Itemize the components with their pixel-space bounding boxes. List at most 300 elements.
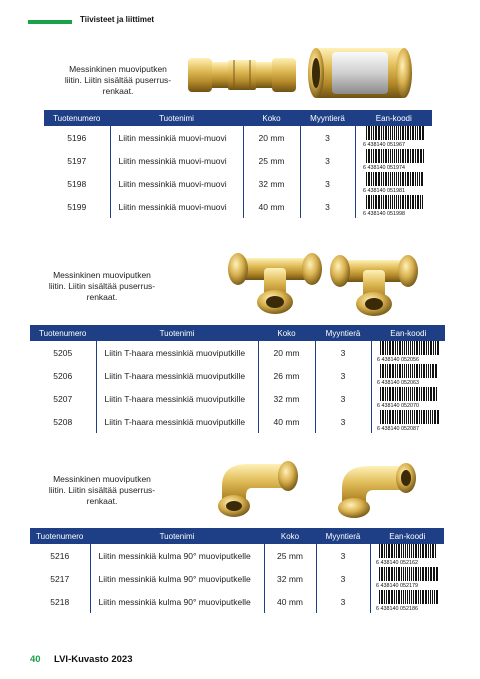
- barcode-bar: [390, 126, 391, 140]
- barcode-bar: [411, 544, 412, 558]
- barcode-bar: [419, 126, 421, 140]
- product-name: Liitin messinkiä muovi-muovi: [110, 149, 243, 172]
- barcode-bar: [430, 590, 431, 604]
- barcode-bar: [417, 195, 419, 209]
- barcode-bar: [378, 195, 380, 209]
- barcode-bar: [391, 544, 393, 558]
- barcode-bar: [404, 387, 405, 401]
- barcode-bar: [398, 567, 400, 581]
- barcode-bar: [412, 126, 414, 140]
- barcode-bar: [413, 544, 414, 558]
- column-header-ean: Ean-koodi: [355, 110, 432, 126]
- barcode-bar: [404, 341, 405, 355]
- barcode-bar: [380, 410, 381, 424]
- sales-unit: 3: [316, 590, 370, 613]
- barcode-bar: [398, 195, 399, 209]
- barcode-bar: [384, 544, 385, 558]
- barcode-bar: [420, 544, 421, 558]
- column-header-sales-unit: Myyntierä: [315, 325, 371, 341]
- product-name: Liitin T-haara messinkiä muoviputkille: [96, 387, 258, 410]
- barcode-bar: [402, 126, 404, 140]
- barcode-bar: [405, 149, 406, 163]
- barcode-bar: [417, 172, 418, 186]
- barcode-bar: [385, 172, 387, 186]
- barcode-bar: [412, 172, 414, 186]
- barcode-bar: [413, 590, 414, 604]
- barcode-bar: [412, 387, 413, 401]
- barcode-bar: [389, 410, 391, 424]
- barcode-bar: [383, 126, 384, 140]
- barcode-bar: [422, 126, 424, 140]
- product-name: Liitin T-haara messinkiä muoviputkille: [96, 410, 258, 433]
- barcode-bar: [436, 567, 438, 581]
- barcode-bar: [436, 387, 437, 401]
- ean-barcode: [375, 567, 439, 588]
- barcode-bar: [397, 341, 398, 355]
- barcode-bar: [416, 410, 418, 424]
- barcode-bar: [433, 387, 435, 401]
- product-size: 25 mm: [264, 544, 316, 567]
- ean-code-text: 6 438140 052087: [377, 426, 420, 431]
- barcode-bar: [409, 544, 410, 558]
- barcode-bar: [407, 172, 409, 186]
- barcode-bar: [385, 410, 386, 424]
- barcode-bar: [433, 341, 434, 355]
- barcode-bar: [410, 126, 411, 140]
- barcode-bar: [403, 544, 404, 558]
- barcode-bar: [402, 387, 403, 401]
- product-description: Messinkinen muoviputken liitin. Liitin sisältää puserrus- renkaat.: [64, 64, 172, 96]
- barcode-bar: [430, 410, 431, 424]
- barcode-bar: [395, 341, 396, 355]
- barcode-bar: [423, 341, 425, 355]
- product-number: 5198: [67, 178, 87, 189]
- barcode-bar: [381, 544, 383, 558]
- barcode-bar: [410, 172, 411, 186]
- barcode-bar: [400, 195, 401, 209]
- barcode-bar: [428, 567, 429, 581]
- barcode-bar: [373, 195, 374, 209]
- barcode-bar: [385, 387, 386, 401]
- barcode-bar: [407, 126, 409, 140]
- barcode-bar: [387, 364, 388, 378]
- product-number: 5196: [67, 132, 87, 143]
- barcode-bar: [418, 590, 419, 604]
- barcode-bar: [379, 567, 380, 581]
- column-header-product-name: Tuotenimi: [110, 110, 243, 126]
- barcode-bar: [405, 172, 406, 186]
- barcode-bar: [419, 387, 420, 401]
- ean-code-text: 6 438140 052063: [377, 380, 420, 385]
- table-row: [30, 567, 444, 590]
- barcode-bar: [373, 172, 374, 186]
- barcode-bar: [378, 126, 380, 140]
- barcode-bar: [388, 126, 389, 140]
- barcode-bar: [397, 387, 398, 401]
- product-name: Liitin T-haara messinkiä muoviputkille: [96, 364, 258, 387]
- barcode-bar: [366, 149, 367, 163]
- barcode-bar: [394, 195, 395, 209]
- ean-barcode: [362, 149, 426, 170]
- barcode-bar: [410, 195, 411, 209]
- column-header-product-number: Tuotenumero: [30, 325, 96, 341]
- product-size: 32 mm: [258, 387, 315, 410]
- barcode-bar: [422, 195, 423, 209]
- barcode-bar: [415, 126, 416, 140]
- ean-code-text: 6 438140 051974: [362, 165, 405, 170]
- sales-unit: 3: [316, 567, 370, 590]
- ean-barcode: [375, 590, 439, 611]
- ean-barcode: [376, 410, 440, 431]
- barcode-bar: [415, 149, 416, 163]
- barcode-bar: [380, 387, 381, 401]
- barcode-bar: [434, 590, 435, 604]
- barcode-bar: [394, 172, 395, 186]
- barcode-bar: [422, 544, 424, 558]
- barcode-bar: [399, 341, 401, 355]
- table-row: [44, 149, 432, 172]
- barcode-bar: [432, 364, 434, 378]
- barcode-bar: [366, 126, 367, 140]
- barcode-bar: [432, 590, 433, 604]
- barcode-bar: [404, 410, 405, 424]
- barcode-bar: [408, 364, 409, 378]
- barcode-bar: [385, 149, 387, 163]
- sales-unit: 3: [316, 544, 370, 567]
- column-header-product-name: Tuotenimi: [96, 325, 258, 341]
- barcode-bar: [437, 341, 439, 355]
- barcode-bar: [392, 341, 394, 355]
- barcode-bar: [379, 590, 380, 604]
- barcode-bar: [380, 364, 381, 378]
- barcode-bar: [378, 172, 380, 186]
- barcode-bar: [392, 172, 393, 186]
- barcode-bar: [381, 126, 382, 140]
- barcode-bar: [408, 341, 409, 355]
- barcode-bar: [389, 364, 391, 378]
- barcode-bar: [395, 364, 396, 378]
- product-name: Liitin T-haara messinkiä muoviputkille: [96, 341, 258, 364]
- barcode-bar: [435, 341, 436, 355]
- product-table: [44, 110, 432, 218]
- barcode-bar: [401, 544, 402, 558]
- barcode-bar: [408, 387, 409, 401]
- column-header-size: Koko: [258, 325, 315, 341]
- barcode-bar: [410, 341, 411, 355]
- barcode-bar: [368, 172, 370, 186]
- barcode-bar: [415, 567, 417, 581]
- sales-unit: 3: [315, 387, 371, 410]
- sales-unit: 3: [315, 410, 371, 433]
- product-name: Liitin messinkiä muovi-muovi: [110, 172, 243, 195]
- barcode-bar: [406, 364, 407, 378]
- elbow-coupling-image: [322, 456, 418, 520]
- barcode-bar: [419, 341, 420, 355]
- ean-code-text: 6 438140 051967: [362, 142, 405, 147]
- barcode-bar: [388, 195, 389, 209]
- barcode-bar: [405, 567, 406, 581]
- column-header-ean: Ean-koodi: [371, 325, 445, 341]
- barcode-bar: [371, 126, 372, 140]
- product-number: 5207: [53, 393, 73, 404]
- barcode-bar: [413, 567, 414, 581]
- barcode-bar: [399, 364, 401, 378]
- barcode-bar: [392, 195, 393, 209]
- barcode-bar: [407, 567, 408, 581]
- catalog-title: LVI-Kuvasto 2023: [54, 654, 133, 665]
- product-description: Messinkinen muoviputken liitin. Liitin sisältää puserrus- renkaat.: [48, 474, 156, 506]
- page-number: 40: [30, 654, 41, 665]
- barcode-bar: [390, 149, 391, 163]
- barcode-bar: [410, 410, 411, 424]
- barcode-bar: [387, 341, 388, 355]
- ean-code-text: 6 438140 052070: [377, 403, 420, 408]
- barcode-bar: [382, 387, 384, 401]
- barcode-bar: [381, 195, 382, 209]
- sales-unit: 3: [300, 172, 355, 195]
- barcode-bar: [423, 387, 425, 401]
- barcode-bar: [403, 567, 404, 581]
- barcode-bar: [412, 341, 413, 355]
- table-row: [30, 590, 444, 613]
- barcode-bar: [402, 410, 403, 424]
- ean-code-text: 6 438140 051998: [362, 211, 405, 216]
- barcode-bar: [412, 410, 413, 424]
- barcode-bar: [436, 590, 438, 604]
- product-size: 25 mm: [243, 149, 300, 172]
- barcode-bar: [418, 567, 419, 581]
- barcode-bar: [386, 590, 387, 604]
- barcode-bar: [434, 410, 436, 424]
- barcode-bar: [411, 590, 412, 604]
- ean-barcode: [376, 387, 440, 408]
- barcode-bar: [394, 567, 395, 581]
- product-name: Liitin messinkiä kulma 90° muoviputkelle: [90, 567, 264, 590]
- barcode-bar: [394, 126, 395, 140]
- barcode-bar: [385, 341, 386, 355]
- barcode-bar: [421, 387, 422, 401]
- barcode-bar: [428, 590, 429, 604]
- barcode-bar: [406, 341, 407, 355]
- barcode-bar: [392, 387, 394, 401]
- barcode-bar: [435, 364, 437, 378]
- barcode-bar: [382, 364, 384, 378]
- barcode-bar: [382, 410, 384, 424]
- barcode-bar: [396, 172, 397, 186]
- barcode-bar: [416, 341, 418, 355]
- barcode-bar: [410, 364, 411, 378]
- barcode-bar: [400, 172, 401, 186]
- barcode-bar: [407, 195, 409, 209]
- barcode-bar: [375, 172, 377, 186]
- sales-unit: 3: [315, 364, 371, 387]
- product-table: [30, 325, 445, 433]
- column-header-sales-unit: Myyntierä: [316, 528, 370, 544]
- product-size: 26 mm: [258, 364, 315, 387]
- barcode-bar: [381, 590, 383, 604]
- barcode-bar: [420, 567, 421, 581]
- barcode-bar: [398, 590, 400, 604]
- sales-unit: 3: [315, 341, 371, 364]
- barcode-bar: [428, 387, 429, 401]
- table-row: [30, 410, 445, 433]
- barcode-bar: [414, 387, 415, 401]
- barcode-bar: [417, 149, 419, 163]
- barcode-bar: [384, 590, 385, 604]
- column-header-product-number: Tuotenumero: [44, 110, 110, 126]
- barcode-bar: [385, 364, 386, 378]
- barcode-bar: [402, 195, 404, 209]
- barcode-bar: [398, 149, 399, 163]
- product-size: 40 mm: [264, 590, 316, 613]
- barcode-bar: [396, 590, 397, 604]
- barcode-bar: [388, 149, 389, 163]
- barcode-bar: [394, 590, 395, 604]
- barcode-bar: [398, 544, 400, 558]
- product-size: 40 mm: [243, 195, 300, 218]
- table-row: [30, 387, 445, 410]
- column-header-ean: Ean-koodi: [370, 528, 444, 544]
- barcode-bar: [412, 195, 414, 209]
- product-name: Liitin messinkiä kulma 90° muoviputkelle: [90, 544, 264, 567]
- barcode-bar: [388, 567, 390, 581]
- straight-coupling-image: [308, 40, 412, 106]
- barcode-bar: [405, 126, 406, 140]
- barcode-bar: [412, 364, 413, 378]
- barcode-bar: [428, 410, 429, 424]
- product-table: [30, 528, 444, 613]
- table-row: [30, 341, 445, 364]
- barcode-bar: [368, 149, 370, 163]
- barcode-bar: [423, 149, 424, 163]
- barcode-bar: [396, 149, 397, 163]
- barcode-bar: [435, 544, 436, 558]
- barcode-bar: [384, 567, 385, 581]
- barcode-bar: [392, 410, 394, 424]
- product-number: 5216: [50, 550, 70, 561]
- barcode-bar: [402, 172, 404, 186]
- barcode-bar: [430, 364, 431, 378]
- barcode-bar: [378, 149, 380, 163]
- barcode-bar: [411, 567, 412, 581]
- barcode-bar: [426, 387, 427, 401]
- barcode-bar: [381, 149, 382, 163]
- table-row: [44, 172, 432, 195]
- barcode-bar: [383, 195, 384, 209]
- barcode-bar: [371, 149, 372, 163]
- barcode-bar: [428, 364, 429, 378]
- barcode-bar: [421, 172, 423, 186]
- column-header-size: Koko: [243, 110, 300, 126]
- barcode-bar: [379, 544, 380, 558]
- barcode-bar: [426, 341, 427, 355]
- barcode-bar: [383, 172, 384, 186]
- barcode-bar: [386, 544, 387, 558]
- barcode-bar: [420, 195, 421, 209]
- barcode-bar: [415, 544, 417, 558]
- barcode-bar: [381, 172, 382, 186]
- barcode-bar: [419, 172, 420, 186]
- barcode-bar: [425, 544, 427, 558]
- product-size: 20 mm: [243, 126, 300, 149]
- column-header-sales-unit: Myyntierä: [300, 110, 355, 126]
- barcode-bar: [410, 387, 411, 401]
- barcode-bar: [425, 567, 427, 581]
- barcode-bar: [398, 126, 399, 140]
- product-number: 5218: [50, 596, 70, 607]
- barcode-bar: [385, 126, 387, 140]
- barcode-bar: [419, 364, 420, 378]
- barcode-bar: [395, 410, 396, 424]
- barcode-bar: [401, 567, 402, 581]
- product-number: 5199: [67, 201, 87, 212]
- barcode-bar: [388, 590, 390, 604]
- product-number: 5208: [53, 416, 73, 427]
- barcode-bar: [383, 149, 384, 163]
- ean-code-text: 6 438140 052186: [376, 606, 419, 611]
- barcode-bar: [407, 149, 409, 163]
- barcode-bar: [415, 172, 416, 186]
- product-size: 32 mm: [243, 172, 300, 195]
- barcode-bar: [397, 410, 398, 424]
- barcode-bar: [396, 126, 397, 140]
- barcode-bar: [403, 590, 404, 604]
- barcode-bar: [371, 195, 372, 209]
- barcode-bar: [397, 364, 398, 378]
- t-coupling-image: [330, 244, 418, 318]
- sales-unit: 3: [300, 195, 355, 218]
- barcode-bar: [430, 387, 432, 401]
- ean-barcode: [362, 126, 426, 147]
- ean-code-text: 6 438140 051981: [362, 188, 405, 193]
- barcode-bar: [368, 126, 370, 140]
- barcode-bar: [430, 567, 432, 581]
- barcode-bar: [416, 387, 418, 401]
- ean-barcode: [375, 544, 439, 565]
- product-number: 5217: [50, 573, 70, 584]
- sales-unit: 3: [300, 149, 355, 172]
- product-size: 32 mm: [264, 567, 316, 590]
- barcode-bar: [437, 410, 439, 424]
- barcode-bar: [421, 341, 422, 355]
- barcode-bar: [414, 341, 415, 355]
- barcode-bar: [388, 544, 390, 558]
- barcode-bar: [389, 387, 391, 401]
- barcode-bar: [399, 387, 401, 401]
- barcode-bar: [412, 149, 414, 163]
- barcode-bar: [432, 410, 433, 424]
- elbow-coupling-image: [208, 452, 300, 518]
- barcode-bar: [426, 410, 427, 424]
- table-row: [30, 364, 445, 387]
- barcode-bar: [423, 410, 425, 424]
- barcode-bar: [396, 544, 397, 558]
- barcode-bar: [414, 410, 415, 424]
- ean-barcode: [362, 195, 426, 216]
- barcode-bar: [407, 590, 408, 604]
- barcode-bar: [422, 590, 424, 604]
- barcode-bar: [409, 567, 410, 581]
- barcode-bar: [366, 195, 367, 209]
- barcode-bar: [391, 567, 393, 581]
- barcode-bar: [414, 364, 415, 378]
- ean-barcode: [376, 341, 440, 362]
- product-size: 20 mm: [258, 341, 315, 364]
- product-description: Messinkinen muoviputken liitin. Liitin sisältää puserrus- renkaat.: [48, 270, 156, 302]
- barcode-bar: [415, 195, 416, 209]
- column-header-product-name: Tuotenimi: [90, 528, 264, 544]
- t-coupling-image: [228, 244, 322, 316]
